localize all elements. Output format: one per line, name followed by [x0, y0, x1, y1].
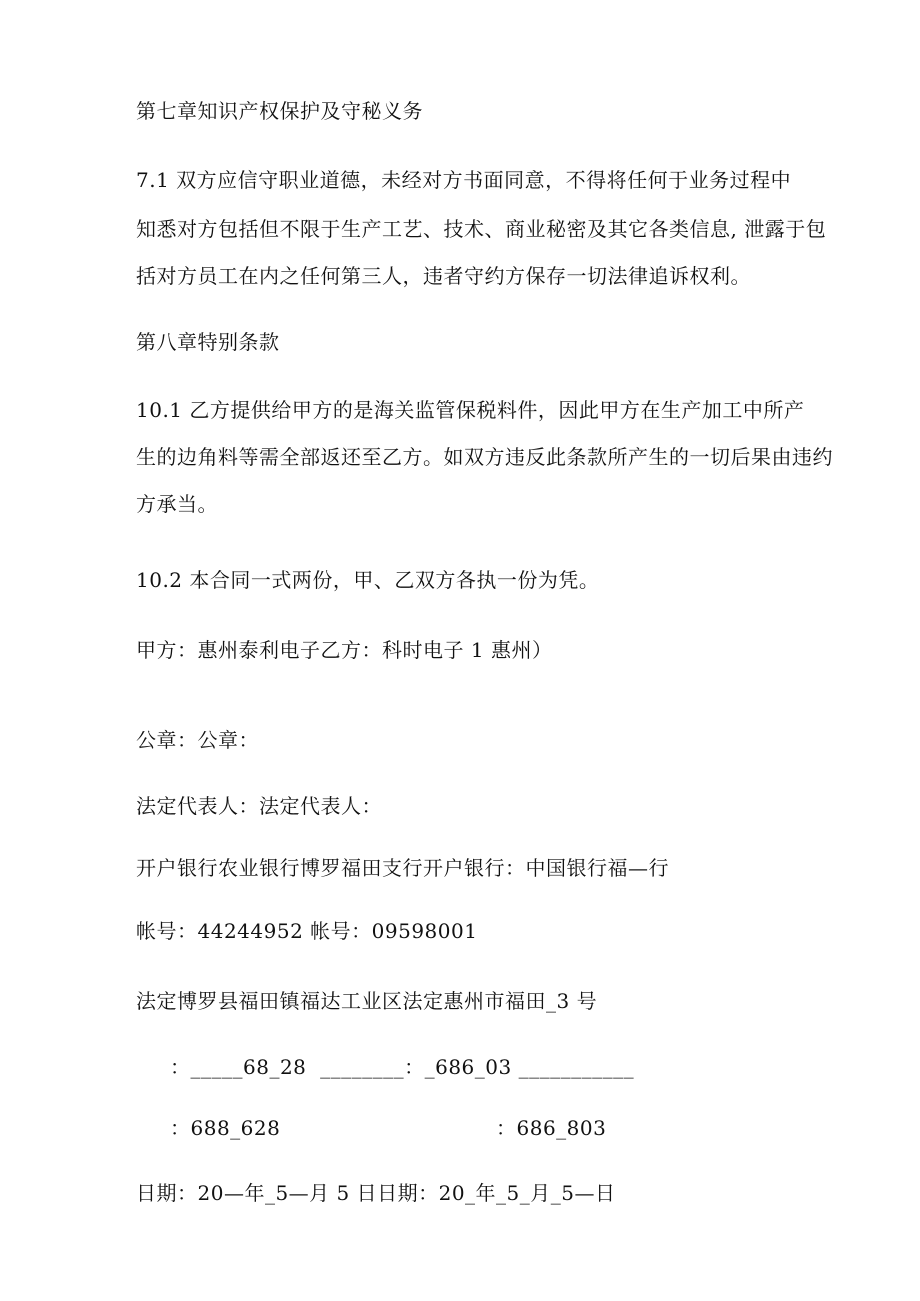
bank-line: 开户银行农业银行博罗福田支行开户银行：中国银行福—行 [136, 856, 669, 880]
clause-10-2: 10.2 本合同一式两份，甲、乙双方各执一份为凭。 [136, 568, 600, 592]
clause-7-1-line-1: 7.1 双方应信守职业道德，未经对方书面同意，不得将任何于业务过程中 [136, 168, 792, 192]
phone-line: ：_____68_28 ________：_686_03 ___________ [170, 1055, 635, 1079]
date-line: 日期：20—年_5—月 5 日日期：20_年_5_月_5—日 [136, 1181, 616, 1205]
clause-7-1-line-2: 知悉对方包括但不限于生产工艺、技术、商业秘密及其它各类信息, 泄露于包 [136, 217, 827, 241]
chapter-7-title: 第七章知识产权保护及守秘义务 [136, 99, 423, 123]
account-line: 帐号：44244952 帐号：09598001 [136, 919, 478, 943]
fax-right: ：686_803 [496, 1116, 607, 1140]
seal-line: 公章：公章： [136, 728, 259, 752]
chapter-8-title: 第八章特别条款 [136, 330, 280, 354]
clause-7-1-line-3: 括对方员工在内之任何第三人，违者守约方保存一切法律追诉权利。 [136, 264, 751, 288]
clause-10-1-line-2: 生的边角料等需全部返还至乙方。如双方违反此条款所产生的一切后果由违约 [136, 445, 833, 469]
parties-line: 甲方：惠州泰利电子乙方：科时电子 1 惠州） [136, 638, 553, 662]
clause-10-1-line-3: 方承当。 [136, 492, 218, 516]
clause-10-1-line-1: 10.1 乙方提供给甲方的是海关监管保税料件，因此甲方在生产加工中所产 [136, 398, 805, 422]
address-line: 法定博罗县福田镇福达工业区法定惠州市福田_3 号 [136, 989, 598, 1013]
fax-left: ：688_628 [170, 1116, 281, 1140]
legal-representative-line: 法定代表人：法定代表人： [136, 794, 382, 818]
